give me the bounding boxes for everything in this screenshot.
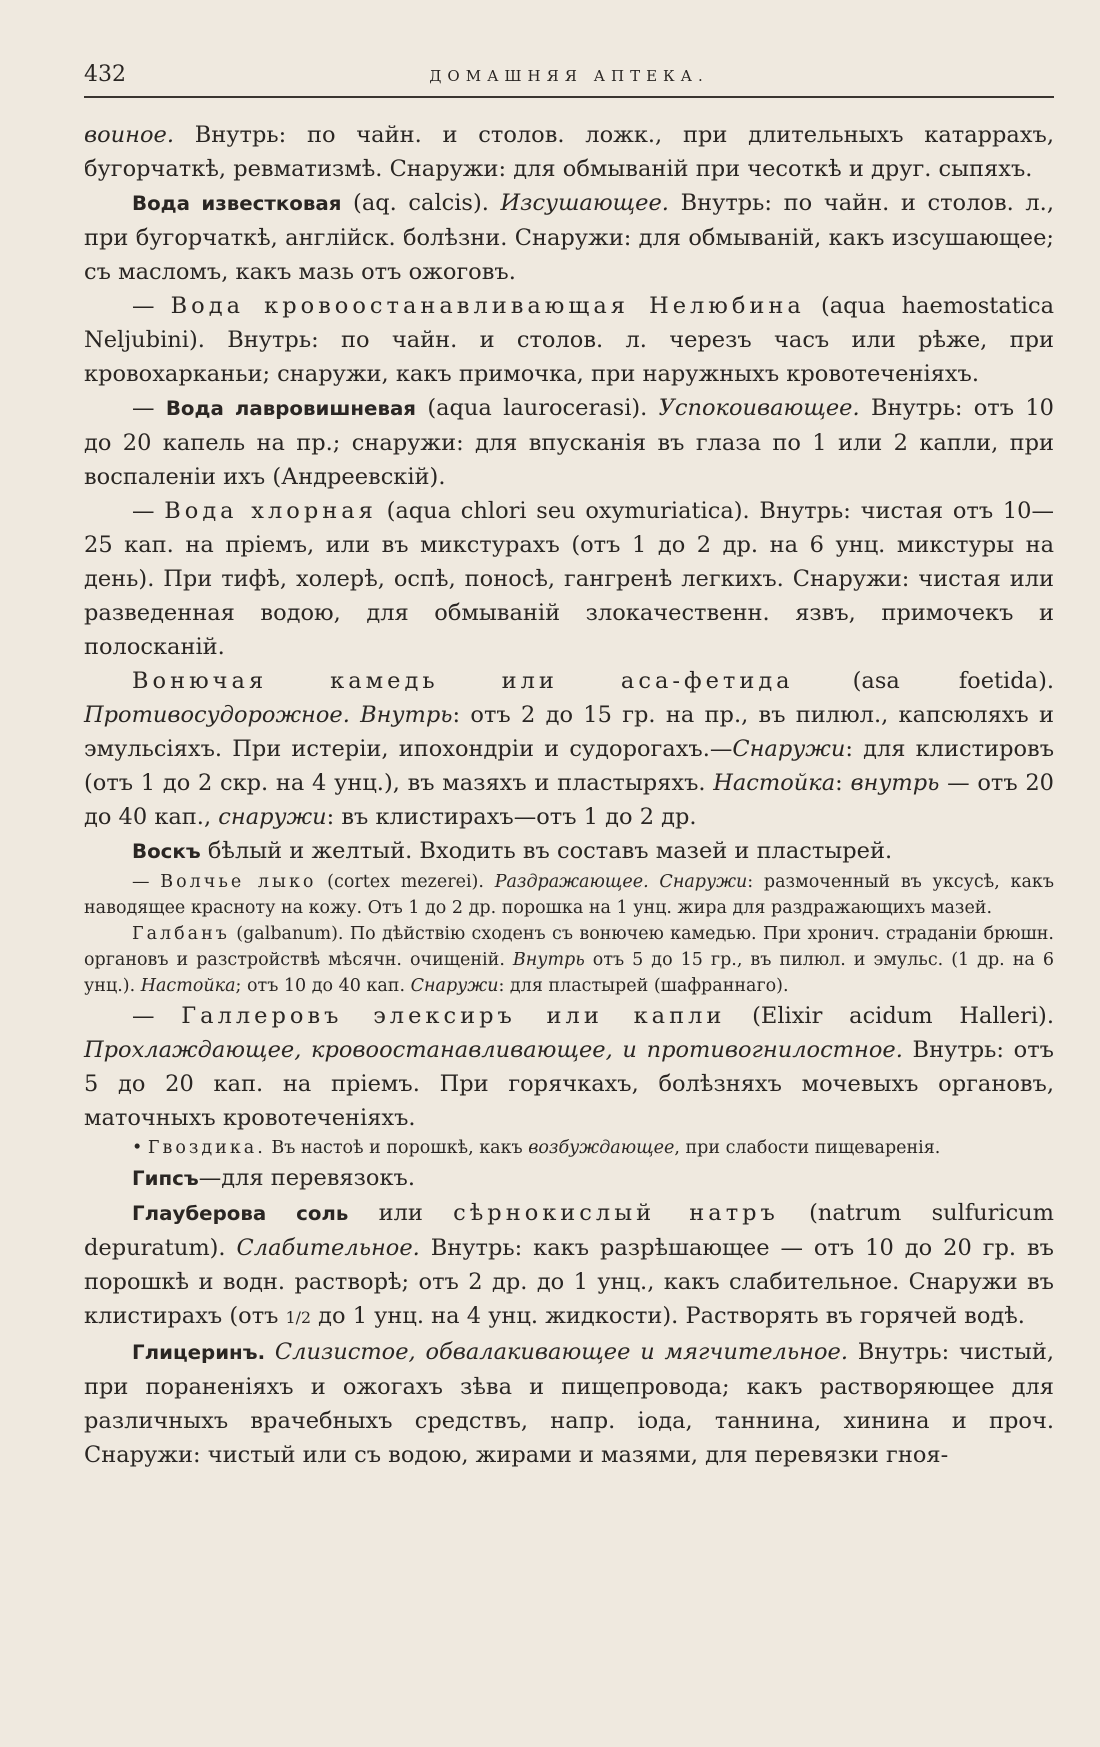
entry-voda-krovoostanavlivayushchaya: — Вода кровоостанавливающая Нелюбина (aqua haemostatica Neljubini). Внутрь: по чайн. и столов. л. черезъ часъ или рѣже, при кровохарканьи; снаружи, какъ примочка, при наружныхъ кровотеченіяхъ. — [84, 293, 1054, 387]
entry-gvozdika: • Гвоздика. Въ настоѣ и порошкѣ, какъ возбуждающее, при слабости пищеваренія. — [132, 1138, 941, 1158]
running-title: ДОМАШНЯЯ АПТЕКА. — [429, 67, 709, 85]
entry-voda-lavrovishnevaya: — Вода лавровишневая (aqua laurocerasi). Успокоивающее. Внутрь: отъ 10 до 20 капель на пр.; снаружи: для впусканія въ глаза по 1 или 2 капли, при воспаленіи ихъ (Андреевскій). — [84, 395, 1054, 490]
page-header — [84, 62, 1054, 98]
entry-glauberova-sol: Глауберова соль или сѣрнокислый натръ (natrum sulfuricum depuratum). Слабительное. Внутрь: какъ разрѣшающее — отъ 10 до 20 гр. въ порошкѣ и водн. растворѣ; отъ 2 др. до 1 унц., какъ слабительное. Снаружи въ клистирахъ (отъ 1/2 до 1 унц. на 4 унц. жидкости). Растворять въ горячей водѣ. — [84, 1200, 1055, 1329]
entry-voda-izvestkovaya: Вода известковая (aq. calcis). Изсушающее. Внутрь: по чайн. и столов. л., при бугорчаткѣ, англійск. болѣзни. Снаружи: для обмываній, какъ изсушающее; съ масломъ, какъ мазь отъ ожоговъ. — [84, 190, 1054, 285]
entry-galban: Галбанъ (galbanum). По дѣйствію сходенъ съ вонючею камедью. При хронич. страданіи брюшн. органовъ и разстройствѣ мѣсячн. очищеній. Внутрь отъ 5 до 15 гр., въ пилюл. и эмульс. (1 др. на 6 унц.). Настойка; отъ 10 до 40 кап. Снаружи: для пластырей (шафраннаго). — [84, 924, 1054, 996]
entry-continuation: воиное. Внутрь: по чайн. и столов. ложк., при длительныхъ катаррахъ, бугорчаткѣ, ревматизмѣ. Снаружи: для обмываній при чесоткѣ и друг. сыпяхъ. — [84, 122, 1054, 182]
entry-glitserin: Глицеринъ. Слизистое, обвалакивающее и мягчительное. Внутрь: чистый, при пораненіяхъ и ожогахъ зѣва и пищепровода; какъ растворяющее для различныхъ врачебныхъ средствъ, напр. іода, таннина, хинина и проч. Снаружи: чистый или съ водою, жирами и мазями, для перевязки гноя- — [84, 1339, 1055, 1468]
entry-asa-foetida: Вонючая камедь или аса-фетида (asa foetida). Противосудорожное. Внутрь: отъ 2 до 15 гр. на пр., въ пилюл., капсюляхъ и эмульсіяхъ. При истеріи, ипохондріи и судорогахъ.—Снаружи: для клистировъ (отъ 1 до 2 скр. на 4 унц.), въ мазяхъ и пластыряхъ. Настойка: внутрь — отъ 20 до 40 кап., снаружи: въ клистирахъ—отъ 1 до 2 др. — [84, 668, 1055, 830]
entry-volchye-lyko: — Волчье лыко (cortex mezerei). Раздражающее. Снаружи: размоченный въ уксусѣ, какъ наводящее краснoту на кожу. Отъ 1 до 2 др. порошка на 1 унц. жира для раздражающихъ мазей. — [84, 872, 1054, 918]
entry-vosk: Воскъ бѣлый и желтый. Входить въ составъ мазей и пластырей. — [132, 838, 893, 864]
entry-voda-khlornaya: — Вода хлорная (aqua chlori seu oxymuriatica). Внутрь: чистая отъ 10—25 кап. на пріемъ, или въ микстурахъ (отъ 1 до 2 др. на 6 унц. микстуры на день). При тифѣ, холерѣ, оспѣ, поносѣ, гангренѣ легкихъ. Снаружи: чистая или разведенная водою, для обмываній злокачественн. язвъ, примочекъ и полосканій. — [84, 498, 1054, 660]
page-number: 432 — [84, 62, 126, 87]
entry-gips: Гипсъ—для перевязокъ. — [132, 1165, 415, 1191]
entry-gallerov-eleksir: — Галлеровъ элексиръ или капли (Elixir acidum Halleri). Прохлаждающее, кровоостанавливающее, и противогнилостное. Внутрь: отъ 5 до 20 кап. на пріемъ. При горячкахъ, болѣзняхъ мочевыхъ органовъ, маточныхъ кровотеченіяхъ. — [84, 1003, 1054, 1131]
